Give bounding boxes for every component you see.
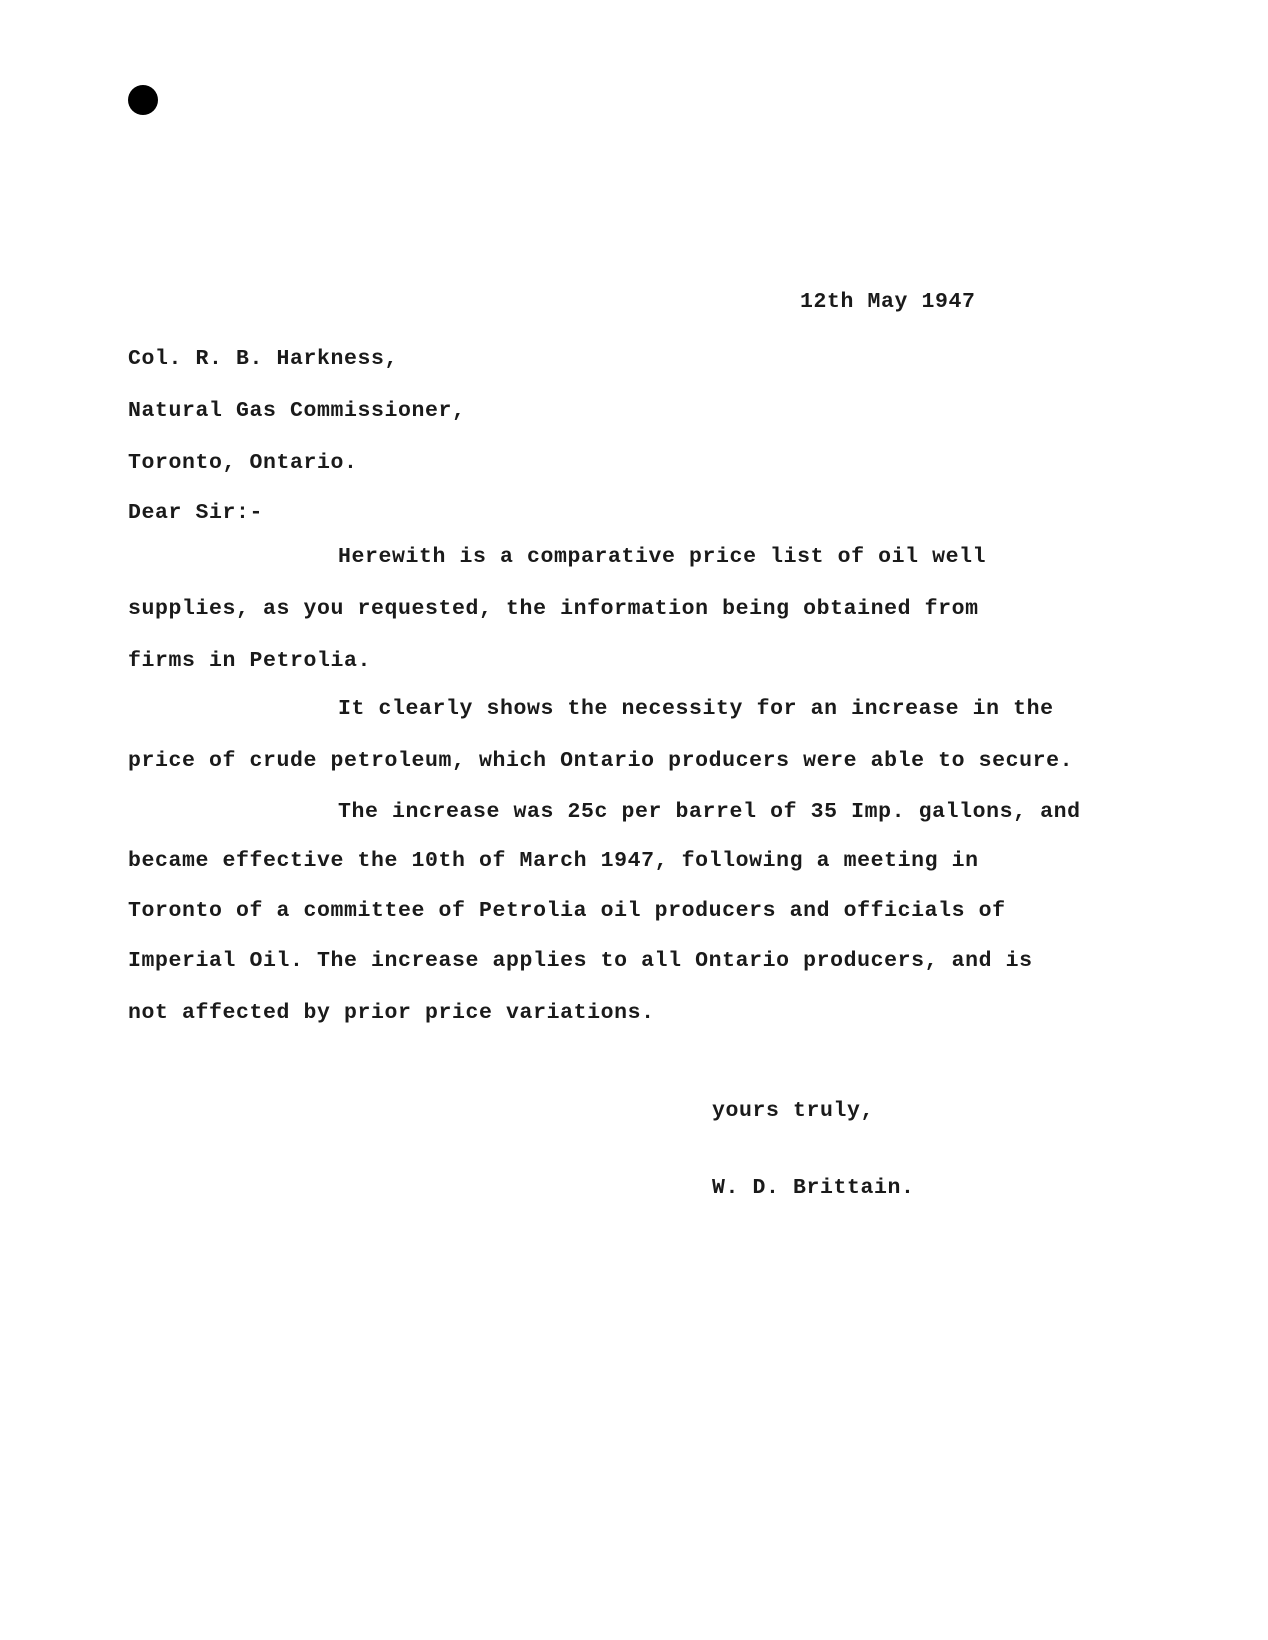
recipient-name: Col. R. B. Harkness, [128, 347, 399, 371]
recipient-location: Toronto, Ontario. [128, 451, 358, 475]
letter-date: 12th May 1947 [800, 290, 976, 314]
signature: W. D. Brittain. [712, 1176, 915, 1200]
salutation: Dear Sir:- [128, 501, 264, 525]
body-line: supplies, as you requested, the information being obtained from [128, 597, 979, 621]
closing: yours truly, [712, 1099, 875, 1123]
body-line: Herewith is a comparative price list of oil well [338, 545, 987, 569]
body-line: Imperial Oil. The increase applies to all Ontario producers, and is [128, 949, 1033, 973]
body-line: became effective the 10th of March 1947, following a meeting in [128, 849, 979, 873]
body-line: It clearly shows the necessity for an increase in the [338, 697, 1054, 721]
body-line: The increase was 25c per barrel of 35 Imp. gallons, and [338, 800, 1081, 824]
body-line: Toronto of a committee of Petrolia oil producers and officials of [128, 899, 1006, 923]
body-line: price of crude petroleum, which Ontario producers were able to secure. [128, 749, 1074, 773]
punch-hole-mark [128, 85, 158, 115]
body-line: not affected by prior price variations. [128, 1001, 655, 1025]
body-line: firms in Petrolia. [128, 649, 372, 673]
recipient-title: Natural Gas Commissioner, [128, 399, 466, 423]
